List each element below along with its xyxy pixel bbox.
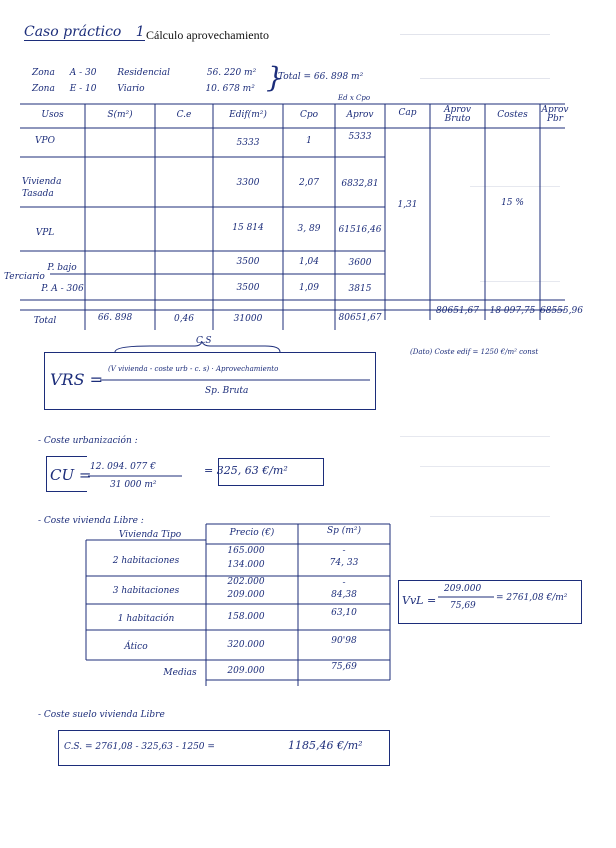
cs-result: 1185,46 €/m² bbox=[288, 739, 363, 752]
total-aprov-pbr: 68555,96 bbox=[540, 306, 583, 316]
header-ce: C.e bbox=[176, 110, 192, 120]
viv-header-sp: Sp (m²) bbox=[327, 526, 361, 536]
viv-row-1-precio: 165.000 bbox=[227, 546, 265, 556]
cap-value: 1,31 bbox=[397, 200, 418, 210]
row-vtasada-edif: 3300 bbox=[236, 178, 260, 188]
total-ce: 0,46 bbox=[173, 314, 195, 324]
row-vpl-edif: 15 814 bbox=[232, 223, 264, 233]
viv-row-5-precio: 158.000 bbox=[227, 612, 265, 622]
viv-row-6-precio: 320.000 bbox=[227, 640, 265, 650]
cu-numerator: 12. 094. 077 € bbox=[90, 462, 156, 472]
row-vpo-cpo: 1 bbox=[306, 136, 312, 146]
viv-row-4-sp: 84,38 bbox=[331, 590, 357, 600]
vrs-cs-label: C.S bbox=[196, 336, 212, 346]
vvl-label: VvL = bbox=[402, 594, 437, 607]
page-title: Cálculo aprovechamiento bbox=[146, 28, 269, 42]
row-vpl-cpo: 3, 89 bbox=[297, 224, 321, 234]
row-vpo-aprov: 5333 bbox=[348, 132, 372, 142]
viv-row-4-tipo: 3 habitaciones bbox=[112, 586, 180, 596]
viv-row-medias-precio: 209.000 bbox=[227, 666, 265, 676]
total-label: Total bbox=[33, 316, 57, 326]
header-aprov: Aprov bbox=[346, 110, 374, 120]
header-cpo: Cpo bbox=[299, 110, 319, 120]
viv-row-5-sp: 63,10 bbox=[331, 608, 357, 618]
row-pa306-edif: 3500 bbox=[236, 283, 260, 293]
vvl-numerator: 209.000 bbox=[444, 584, 482, 594]
header-aprov-pbr: Aprov Pbr bbox=[541, 105, 569, 124]
viv-header-precio: Precio (€) bbox=[229, 528, 275, 538]
row-vtasada-aprov: 6832,81 bbox=[341, 179, 379, 189]
case-number: 1 bbox=[135, 24, 145, 40]
cu-denominator: 31 000 m² bbox=[110, 480, 157, 490]
row-pbajo-cpo: 1,04 bbox=[298, 257, 320, 267]
row-vpo-uso: VPO bbox=[35, 136, 55, 146]
viv-header-tipo: Vivienda Tipo bbox=[118, 530, 182, 540]
row-vtasada-uso: Vivienda Tasada bbox=[22, 177, 62, 199]
total-aprov-bruto: 80651,67 bbox=[436, 306, 479, 316]
viv-row-2-sp: 74, 33 bbox=[329, 558, 359, 568]
row-vpl-uso: VPL bbox=[35, 228, 55, 238]
row-vpo-edif: 5333 bbox=[236, 138, 260, 148]
coste-urb-heading: - Coste urbanización : bbox=[38, 436, 138, 446]
cs-formula: C.S. = 2761,08 - 325,63 - 1250 = bbox=[64, 742, 215, 752]
row-vpl-aprov: 61516,46 bbox=[338, 225, 382, 235]
coste-viv-heading: - Coste vivienda Libre : bbox=[38, 516, 144, 526]
zone-row-2: Zona E - 10 Viario 10. 678 m² bbox=[32, 84, 255, 94]
row-pa306-cpo: 1,09 bbox=[298, 283, 320, 293]
total-s: 66. 898 bbox=[97, 313, 133, 323]
vrs-label: VRS = bbox=[50, 370, 104, 389]
total-edif: 31000 bbox=[233, 314, 263, 324]
header-s: S(m²) bbox=[107, 110, 133, 120]
vrs-denominator: Sp. Bruta bbox=[205, 386, 249, 396]
viv-row-4-precio: 209.000 bbox=[227, 590, 265, 600]
viv-row-medias-sp: 75,69 bbox=[331, 662, 357, 672]
viv-row-3-precio: 202.000 bbox=[227, 577, 265, 587]
viv-row-6-sp: 90'98 bbox=[331, 636, 357, 646]
cu-label: CU = bbox=[50, 466, 92, 484]
vrs-side-note: (Dato) Coste edif = 1250 €/m² const bbox=[410, 348, 539, 356]
vvl-denominator: 75,69 bbox=[450, 601, 476, 611]
zone-row-1: Zona A - 30 Residencial 56. 220 m² bbox=[32, 68, 257, 78]
viv-row-2-precio: 134.000 bbox=[227, 560, 265, 570]
viv-row-medias-tipo: Medias bbox=[163, 668, 197, 678]
zones-total: Total = 66. 898 m² bbox=[278, 72, 364, 82]
brace: } bbox=[266, 61, 284, 94]
header-edif: Edif(m²) bbox=[229, 110, 267, 120]
header-usos: Usos bbox=[41, 110, 64, 120]
viv-row-5-tipo: 1 habitación bbox=[117, 614, 175, 624]
viv-row-6-tipo: Ático bbox=[124, 642, 148, 652]
row-pbajo-aprov: 3600 bbox=[348, 258, 372, 268]
case-label: Caso práctico bbox=[24, 24, 122, 40]
total-costes: 18 097,75 bbox=[489, 306, 536, 316]
viv-row-3-sp: - bbox=[342, 578, 346, 588]
header-costes: Costes bbox=[497, 110, 528, 120]
terciario-side-label: Terciario bbox=[4, 272, 45, 282]
header-cap: Cap bbox=[398, 108, 417, 118]
viv-row-2-tipo: 2 habitaciones bbox=[112, 556, 180, 566]
vrs-numerator: (V vivienda - coste urb - c. s) · Aprovechamiento bbox=[108, 365, 279, 373]
formula-note: Ed x Cpo bbox=[338, 94, 371, 102]
row-pbajo-edif: 3500 bbox=[236, 257, 260, 267]
cu-result: = 325, 63 €/m² bbox=[204, 464, 288, 477]
vvl-result: = 2761,08 €/m² bbox=[496, 593, 568, 603]
total-aprov: 80651,67 bbox=[338, 313, 382, 323]
costes-value: 15 % bbox=[501, 198, 524, 208]
row-pbajo-uso: P. bajo bbox=[47, 263, 77, 273]
coste-suelo-heading: - Coste suelo vivienda Libre bbox=[38, 710, 165, 720]
row-pa306-aprov: 3815 bbox=[348, 284, 372, 294]
row-vtasada-cpo: 2,07 bbox=[298, 178, 320, 188]
header-aprov-bruto: Aprov Bruto bbox=[443, 105, 472, 124]
row-pa306-uso: P. A - 306 bbox=[41, 284, 84, 294]
viv-row-1-sp: - bbox=[342, 546, 346, 556]
